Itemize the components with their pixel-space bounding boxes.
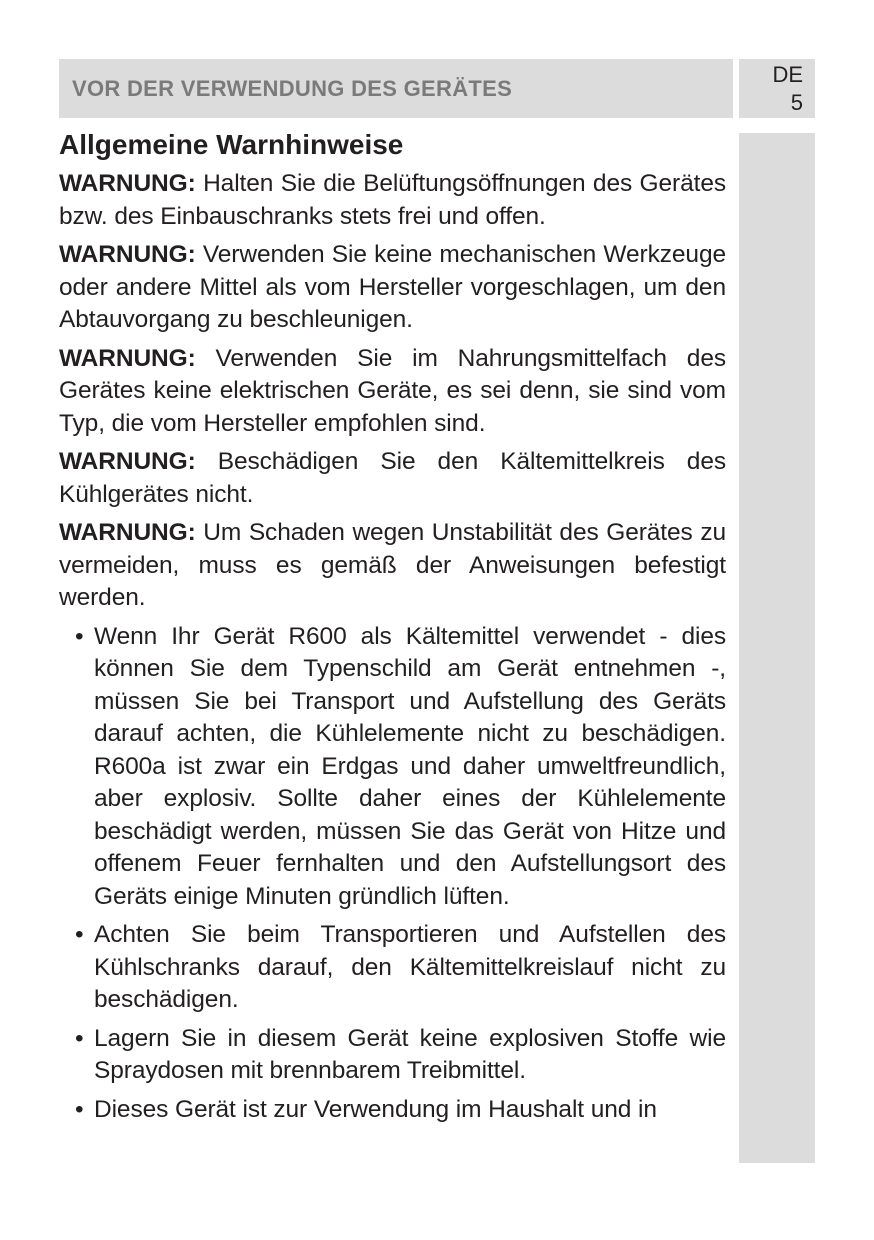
bullet-dot: • [75, 921, 84, 948]
page-header [59, 59, 733, 118]
warning-label: WARNUNG: [59, 241, 196, 268]
warning-paragraph [59, 517, 726, 615]
warning-paragraph [59, 343, 726, 441]
warning-paragraph [59, 446, 726, 511]
warning-text: Verwenden Sie keine mechanischen Werkzeuge oder andere Mittel als vom Hersteller vorgeschlagen, um den Abtauvorgang zu beschleunigen. [59, 241, 726, 333]
language-code: DE [772, 61, 803, 87]
warning-text: Um Schaden wegen Unstabilität des Gerätes zu vermeiden, muss es gemäß der Anweisungen befestigt werden. [59, 519, 726, 611]
section-title: Allgemeine Warnhinweise [59, 129, 404, 160]
bullet-item [59, 919, 726, 1017]
warning-text: Halten Sie die Belüftungsöffnungen des Gerätes bzw. des Einbauschranks stets frei und offen. [59, 170, 726, 230]
bullet-dot: • [75, 622, 84, 650]
header-title: VOR DER VERWENDUNG DES GERÄTES [72, 75, 513, 101]
bullet-item [59, 621, 726, 914]
warning-text: Verwenden Sie im Nahrungsmittelfach des Gerätes keine elektrischen Geräte, es sei denn, sie sind vom Typ, die vom Hersteller empfohlen sind. [59, 344, 726, 437]
bullet-text: Achten Sie beim Transportieren und Aufstellen des Kühlschranks darauf, den Kältemittelkreislauf nicht zu beschädigen. [94, 921, 726, 1013]
warning-label: WARNUNG: [59, 170, 196, 197]
warning-label: WARNUNG: [59, 519, 196, 546]
warning-paragraph [59, 168, 726, 233]
bullet-dot: • [75, 1095, 84, 1123]
warning-label: WARNUNG: [59, 344, 196, 372]
bullet-text: Dieses Gerät ist zur Verwendung im Haushalt und in [94, 1095, 657, 1123]
warning-paragraph [59, 239, 726, 337]
page-number: 5 [790, 89, 803, 115]
warning-label: WARNUNG: [59, 448, 196, 475]
bullet-list [59, 621, 726, 1127]
warning-text: Beschädigen Sie den Kältemittelkreis des Kühlgerätes nicht. [59, 448, 726, 508]
bullet-item [59, 1023, 726, 1088]
bullet-text: Lagern Sie in diesem Gerät keine explosiven Stoffe wie Spraydosen mit brennbarem Treibmittel. [94, 1024, 726, 1084]
main-content [59, 125, 726, 1132]
side-strip [739, 133, 815, 1163]
bullet-text: Wenn Ihr Gerät R600 als Kältemittel verwendet - dies können Sie dem Typenschild am Gerät entnehmen -, müssen Sie bei Transport und Aufstellung des Geräts darauf achten, die Kühlelemente nicht zu beschädigen. R600a ist zwar ein Erdgas und daher umweltfreundlich, aber explosiv. Sollte daher eines der Kühlelemente beschädigt werden, müssen Sie das Gerät von Hitze und offenem Feuer fernhalten und den Aufstellungsort des Geräts einige Minuten gründlich lüften. [94, 622, 726, 910]
bullet-dot: • [75, 1024, 84, 1052]
language-page-box [739, 59, 815, 118]
bullet-item [59, 1094, 726, 1127]
